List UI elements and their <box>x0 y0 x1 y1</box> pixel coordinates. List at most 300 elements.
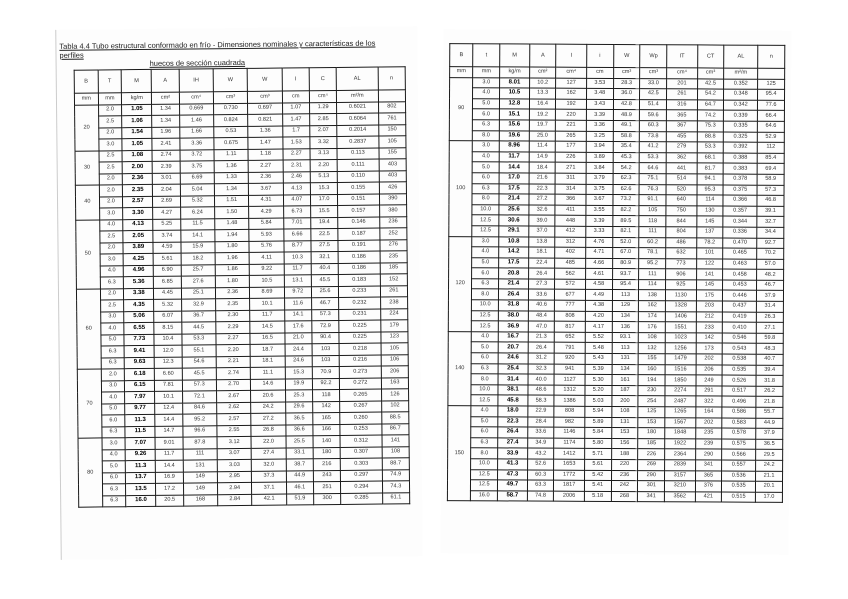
table-cell: 64.7 <box>697 100 724 111</box>
table-cell: 276 <box>380 239 407 251</box>
table-cell: 3.07 <box>217 448 251 460</box>
table-cell: 2.0 <box>99 173 123 185</box>
table-cell: 134 <box>612 311 639 322</box>
table-cell: 2.74 <box>152 150 179 162</box>
table-cell: 0.312 <box>340 435 382 447</box>
table-cell: 0.231 <box>339 309 381 321</box>
table-cell: 6.3 <box>102 426 126 438</box>
table-cell: 1.50 <box>215 206 249 218</box>
table-cell: 203 <box>696 301 723 312</box>
table-cell: 2.35 <box>123 184 153 196</box>
table-cell: 808 <box>554 406 584 417</box>
table-cell: 9.63 <box>124 357 154 369</box>
table-cell: 5.18 <box>584 491 611 502</box>
table-cell: 12.5 <box>472 310 499 321</box>
table-cell: 4.0 <box>471 406 498 417</box>
table-cell: 105 <box>639 205 666 216</box>
table-cell: 2.27 <box>248 160 282 172</box>
table-cell: 15.6 <box>499 120 529 131</box>
table-cell: 520 <box>666 184 696 195</box>
table-cell: 0.465 <box>723 248 757 259</box>
table-cell: 366 <box>555 194 585 205</box>
table-cell: 37.0 <box>528 226 555 237</box>
table-cell: 3.30 <box>123 207 153 219</box>
table-cell: 6.15 <box>125 380 155 392</box>
table-cell: 21.0 <box>285 332 312 344</box>
table-cell: 773 <box>666 258 696 269</box>
table-cell: 3.25 <box>586 131 613 142</box>
table-cell: 1.18 <box>248 149 282 161</box>
table-cell: 163 <box>381 377 408 389</box>
table-cell: 41.3 <box>498 459 528 470</box>
table-cell: 4.11 <box>249 252 283 264</box>
table-cell: 45.8 <box>498 395 528 406</box>
table-cell: 27.4 <box>251 448 285 460</box>
table-cell: 1.08 <box>122 150 152 162</box>
table-cell: 155 <box>639 354 666 365</box>
table-cell: 4.0 <box>472 151 499 162</box>
table-cell: 88.7 <box>382 458 409 470</box>
table-cell: 24.2 <box>251 402 285 414</box>
table-cell: 30.6 <box>499 215 529 226</box>
table-cell: 92.2 <box>312 378 339 390</box>
table-cell: 10.3 <box>284 252 311 264</box>
table-cell: 0.575 <box>722 439 756 450</box>
table-cell: 0.437 <box>723 301 757 312</box>
table-cell: 15.3 <box>285 367 312 379</box>
table-cell: 3.55 <box>586 205 613 216</box>
table-cell: 37.1 <box>252 482 286 494</box>
table-cell: 141 <box>696 269 723 280</box>
size-cell: 50 <box>76 219 100 288</box>
table-cell: 0.183 <box>338 274 380 286</box>
column-header: IH <box>179 69 214 92</box>
table-cell: 95.3 <box>697 184 724 195</box>
table-cell: 5.32 <box>180 195 214 207</box>
table-cell: 3.84 <box>586 163 613 174</box>
table-cell: 66.4 <box>758 111 785 122</box>
table-cell: 3.0 <box>100 311 124 323</box>
table-cell: 25.0 <box>529 131 556 142</box>
table-cell: 1.96 <box>215 252 249 264</box>
table-cell: 0.375 <box>723 185 757 196</box>
table-cell: 14.1 <box>284 309 311 321</box>
table-cell: 3.75 <box>586 184 613 195</box>
table-cell: 53.3 <box>640 152 667 163</box>
table-cell: 2.85 <box>310 113 337 125</box>
table-cell: 37.9 <box>756 428 783 439</box>
table-cell: 1551 <box>665 322 695 333</box>
table-cell: 52.6 <box>527 459 554 470</box>
table-cell: 10.5 <box>500 88 530 99</box>
table-cell: 6.90 <box>154 265 181 277</box>
table-cell: 28.3 <box>613 78 640 89</box>
table-cell: 10.0 <box>472 300 499 311</box>
table-cell: 6.0 <box>471 353 498 364</box>
size-cell: 20 <box>75 104 99 150</box>
table-cell: 0.233 <box>339 286 381 298</box>
table-cell: 32.7 <box>757 217 784 228</box>
size-cell: 120 <box>448 236 472 331</box>
table-cell: 131 <box>183 460 217 472</box>
table-cell: 127 <box>556 78 586 89</box>
table-cell: 4.58 <box>585 279 612 290</box>
table-cell: 3.36 <box>179 138 213 150</box>
table-cell: 5.36 <box>124 276 154 288</box>
table-cell: 10.0 <box>472 204 499 215</box>
table-cell: 63.3 <box>527 480 554 491</box>
column-header: A <box>529 44 556 67</box>
table-cell: 1.66 <box>179 126 213 138</box>
table-cell: 192 <box>556 99 586 110</box>
table-cell: 36.5 <box>756 439 783 450</box>
table-cell: 1848 <box>665 428 695 439</box>
table-cell: 1.36 <box>214 160 248 172</box>
table-cell: 2.55 <box>217 425 251 437</box>
table-cell: 5.42 <box>584 470 611 481</box>
table-cell: 14.4 <box>156 460 183 472</box>
table-cell: 36.9 <box>498 321 528 332</box>
table-cell: 1023 <box>665 333 695 344</box>
table-cell: 150 <box>378 124 405 136</box>
table-cell: 129 <box>612 301 639 312</box>
table-cell: 74.8 <box>527 491 554 502</box>
table-cell: 88.8 <box>697 131 724 142</box>
column-header: CT <box>697 45 724 68</box>
table-cell: 19.7 <box>529 120 556 131</box>
table-cell: 1.51 <box>214 195 248 207</box>
table-cell: 426 <box>379 182 406 194</box>
table-cell: 3.94 <box>586 141 613 152</box>
column-header: AL <box>336 67 378 90</box>
table-cell: 941 <box>555 364 585 375</box>
table-cell: 10.1 <box>155 391 182 403</box>
table-cell: 1.06 <box>122 115 152 127</box>
table-cell: 1328 <box>666 301 696 312</box>
table-cell: 1850 <box>665 375 695 386</box>
unit-cell: cm³ <box>613 67 640 78</box>
table-cell: 3.12 <box>217 436 251 448</box>
unit-cell: cm⁴ <box>667 68 697 79</box>
table-cell: 136 <box>612 322 639 333</box>
table-title <box>59 38 389 68</box>
size-cell: 60 <box>76 288 100 369</box>
table-cell: 2.46 <box>283 171 310 183</box>
table-cell: 5.39 <box>585 364 612 375</box>
table-cell: 1.34 <box>152 104 179 116</box>
table-cell: 817 <box>555 321 585 332</box>
column-header: n <box>378 67 406 90</box>
table-cell: 60.3 <box>527 470 554 481</box>
table-cell: 7.73 <box>124 334 154 346</box>
table-cell: 4.96 <box>124 265 154 277</box>
table-cell: 632 <box>666 248 696 259</box>
table-cell: 49.7 <box>498 480 528 491</box>
table-cell: 572 <box>555 279 585 290</box>
table-cell: 1256 <box>665 343 695 354</box>
table-cell: 21.1 <box>756 471 783 482</box>
table-cell: 31.8 <box>756 375 783 386</box>
table-cell: 0.303 <box>340 458 382 470</box>
table-cell: 0.357 <box>723 206 757 217</box>
table-cell: 73.8 <box>640 131 667 142</box>
table-cell: 5.25 <box>153 219 180 231</box>
table-cell: 64.6 <box>640 163 667 174</box>
table-cell: 11.7 <box>284 263 311 275</box>
table-cell: 78.2 <box>696 237 723 248</box>
table-cell: 0.6064 <box>337 113 379 125</box>
table-cell: 25.6 <box>311 286 338 298</box>
table-cell: 3.75 <box>180 161 214 173</box>
table-cell: 279 <box>666 142 696 153</box>
table-cell: 93.1 <box>612 332 639 343</box>
table-cell: 2.31 <box>283 160 310 172</box>
table-cell: 96.6 <box>182 425 216 437</box>
table-cell: 2.36 <box>249 172 283 184</box>
table-cell: 25.3 <box>285 390 312 402</box>
table-cell: 365 <box>695 470 722 481</box>
table-cell: 4.59 <box>153 242 180 254</box>
table-cell: 111 <box>183 448 217 460</box>
table-cell: 0.536 <box>722 471 756 482</box>
table-cell: 11.3 <box>125 414 155 426</box>
table-cell: 21.8 <box>756 397 783 408</box>
table-cell: 14.6 <box>251 379 285 391</box>
table-cell: 76.3 <box>639 184 666 195</box>
table-cell: 238 <box>380 297 407 309</box>
table-cell: 16.9 <box>156 472 183 484</box>
table-cell: 36.0 <box>613 89 640 100</box>
table-cell: 200 <box>611 396 638 407</box>
table-cell: 269 <box>638 460 665 471</box>
table-cell: 3.72 <box>180 149 214 161</box>
table-cell: 268 <box>611 491 638 502</box>
table-cell: 17.0 <box>756 492 783 503</box>
table-cell: 1.33 <box>214 172 248 184</box>
table-cell: 2.5 <box>99 150 123 162</box>
table-cell: 6.60 <box>155 368 182 380</box>
table-cell: 0.517 <box>722 386 756 397</box>
table-cell: 291 <box>695 386 722 397</box>
table-cell: 0.824 <box>214 114 248 126</box>
table-cell: 33.6 <box>527 427 554 438</box>
table-cell: 8.0 <box>473 130 500 141</box>
table-cell: 1.94 <box>215 229 249 241</box>
table-cell: 4.27 <box>153 207 180 219</box>
table-cell: 103 <box>312 355 339 367</box>
table-cell: 113 <box>612 290 639 301</box>
table-cell: 162 <box>639 301 666 312</box>
unit-cell: mm <box>450 67 473 78</box>
table-cell: 27.2 <box>251 413 285 425</box>
table-cell: 11.4 <box>529 141 556 152</box>
table-cell: 290 <box>638 470 665 481</box>
table-cell: 403 <box>379 159 406 171</box>
table-cell: 8.0 <box>472 289 499 300</box>
table-cell: 48.4 <box>528 311 555 322</box>
table-cell: 58.3 <box>528 395 555 406</box>
table-cell: 1772 <box>554 470 584 481</box>
table-cell: 2.0 <box>101 369 125 381</box>
table-cell: 10.8 <box>499 236 529 247</box>
left-page <box>55 26 423 560</box>
table-cell: 17.0 <box>310 194 337 206</box>
column-header: W <box>247 68 282 91</box>
table-cell: 13.1 <box>284 275 311 287</box>
table-cell: 1.46 <box>179 115 213 127</box>
table-cell: 95.4 <box>612 279 639 290</box>
table-cell: 0.535 <box>722 481 756 492</box>
table-cell: 125 <box>638 407 665 418</box>
table-cell: 1.29 <box>309 102 336 114</box>
table-cell: 125 <box>758 79 785 90</box>
table-cell: 13.7 <box>126 472 156 484</box>
table-cell: 4.76 <box>586 237 613 248</box>
table-cell: 38.7 <box>286 459 313 471</box>
table-cell: 2.41 <box>152 138 179 150</box>
table-cell: 130 <box>696 206 723 217</box>
table-cell: 22.5 <box>311 228 338 240</box>
table-cell: 1.48 <box>215 218 249 230</box>
table-cell: 3.01 <box>153 173 180 185</box>
table-cell: 70.2 <box>757 248 784 259</box>
table-cell: 174 <box>639 311 666 322</box>
table-cell: 33.0 <box>640 78 667 89</box>
table-cell: 40.0 <box>528 374 555 385</box>
table-cell: 6.3 <box>102 495 126 507</box>
table-cell: 8.77 <box>284 240 311 252</box>
unit-cell <box>758 68 785 79</box>
table-cell: 58.7 <box>498 491 528 502</box>
column-header: AL <box>724 45 758 68</box>
size-cell: 40 <box>75 185 99 220</box>
table-cell: 58.8 <box>613 131 640 142</box>
table-cell: 55.1 <box>182 345 216 357</box>
table-cell: 0.730 <box>213 103 247 115</box>
table-cell: 7.07 <box>125 437 155 449</box>
table-cell: 19.4 <box>311 217 338 229</box>
table-cell: 8.96 <box>499 141 529 152</box>
table-cell: 26.8 <box>251 425 285 437</box>
table-cell: 17.2 <box>156 483 183 495</box>
size-cell: 140 <box>448 331 472 405</box>
table-cell: 137 <box>696 227 723 238</box>
table-cell: 8.0 <box>472 194 499 205</box>
column-header: n <box>758 45 785 68</box>
column-header: A <box>152 69 179 92</box>
table-cell: 6.0 <box>472 173 499 184</box>
table-cell: 16.0 <box>471 490 498 501</box>
table-cell: 2.29 <box>216 321 250 333</box>
table-cell: 235 <box>695 428 722 439</box>
table-cell: 134 <box>612 364 639 375</box>
table-cell: 70.9 <box>312 366 339 378</box>
table-cell: 5.43 <box>585 353 612 364</box>
table-cell: 5.0 <box>472 162 499 173</box>
table-cell: 3.48 <box>586 89 613 100</box>
table-cell: 4.49 <box>585 290 612 301</box>
table-cell: 16.4 <box>529 99 556 110</box>
table-cell: 13.5 <box>126 483 156 495</box>
table-cell: 220 <box>611 459 638 470</box>
table-cell: 5.84 <box>585 428 612 439</box>
table-cell: 82.1 <box>612 226 639 237</box>
table-cell: 3.67 <box>586 194 613 205</box>
table-cell: 3562 <box>665 492 695 503</box>
table-cell: 802 <box>378 101 405 113</box>
table-cell: 45.5 <box>311 274 338 286</box>
table-cell: 403 <box>379 170 406 182</box>
table-cell: 14.4 <box>499 162 529 173</box>
table-cell: 1.47 <box>282 114 309 126</box>
table-cell: 16.5 <box>250 333 284 345</box>
table-cell: 6.0 <box>102 472 126 484</box>
table-cell: 1146 <box>554 427 584 438</box>
table-cell: 640 <box>666 195 696 206</box>
table-cell: 1.05 <box>122 138 152 150</box>
table-cell: 1516 <box>665 364 695 375</box>
unit-cell: mm <box>473 67 500 78</box>
table-cell: 0.155 <box>338 182 380 194</box>
table-cell: 3.0 <box>102 438 126 450</box>
table-cell: 48.3 <box>756 344 783 355</box>
table-cell: 2.62 <box>217 402 251 414</box>
table-row <box>447 490 782 502</box>
table-cell: 57.3 <box>312 309 339 321</box>
table-cell: 140 <box>313 435 340 447</box>
table-cell: 1.86 <box>215 264 249 276</box>
table-cell: 84.6 <box>182 402 216 414</box>
table-cell: 3.38 <box>124 288 154 300</box>
column-header: W <box>213 68 248 91</box>
table-cell: 39.1 <box>757 206 784 217</box>
table-cell: 412 <box>555 226 585 237</box>
table-cell: 15.9 <box>181 241 215 253</box>
table-cell: 455 <box>666 131 696 142</box>
table-cell: 1.96 <box>152 127 179 139</box>
table-cell: 11.7 <box>499 152 529 163</box>
table-cell: 51.4 <box>640 99 667 110</box>
table-cell: 6.3 <box>101 357 125 369</box>
size-cell: 100 <box>449 141 473 236</box>
table-cell: 29.5 <box>756 450 783 461</box>
table-cell: 4.0 <box>472 247 499 258</box>
table-cell: 3.39 <box>586 110 613 121</box>
table-cell: 17.5 <box>499 258 529 269</box>
table-cell: 38.0 <box>498 311 528 322</box>
size-cell: 80 <box>78 438 102 507</box>
table-cell: 58.9 <box>757 174 784 185</box>
table-cell: 1.34 <box>214 183 248 195</box>
table-cell: 6.0 <box>472 268 499 279</box>
table-cell: 166 <box>313 424 340 436</box>
table-cell: 18.7 <box>250 344 284 356</box>
table-cell: 5.13 <box>310 171 337 183</box>
table-cell: 3.89 <box>586 152 613 163</box>
table-cell: 21.3 <box>528 332 555 343</box>
table-cell: 1922 <box>665 439 695 450</box>
table-cell: 21.6 <box>529 173 556 184</box>
table-cell: 236 <box>379 216 406 228</box>
table-cell: 131 <box>612 354 639 365</box>
table-cell: 0.378 <box>723 174 757 185</box>
column-header: M <box>500 44 530 67</box>
table-cell: 85.4 <box>757 153 784 164</box>
table-cell: 88.5 <box>381 412 408 424</box>
table-cell: 0.566 <box>722 449 756 460</box>
table-cell: 48.6 <box>528 385 555 396</box>
table-cell: 188 <box>611 449 638 460</box>
